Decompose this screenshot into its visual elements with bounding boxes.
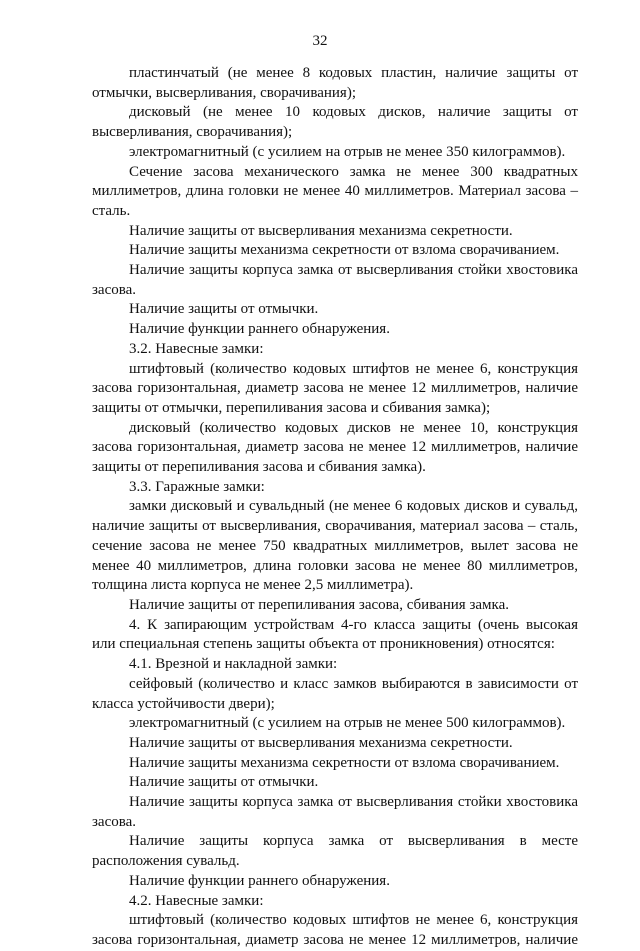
paragraph-7: Наличие защиты корпуса замка от высверливания стойки хвостовика засова. [92,262,578,298]
paragraph-16: 4. К запирающим устройствам 4-го класса защиты (очень высокая или специальная степень защиты объекта от проникновения) относятся: [92,616,578,653]
paragraph-20: Наличие защиты от высверливания механизма секретности. [129,734,513,751]
paragraph-11: штифтовый (количество кодовых штифтов не менее 6, конструкция засова горизонтальная, диаметр засова не менее 12 миллиметров, наличие защиты от отмычки, перепиливания засова и сбивания замка); [92,360,578,416]
paragraph-3: электромагнитный (с усилием на отрыв не менее 350 килограммов). [129,143,566,160]
paragraph-9: Наличие функции раннего обнаружения. [129,321,390,338]
page-number: 32 [312,33,328,49]
section-heading-3-2: 3.2. Навесные замки: [129,340,264,357]
paragraph-14: замки дисковый и сувальдный (не менее 6 кодовых дисков и сувальд, наличие защиты от высверливания, сворачивания, материал засова – сталь, сечение засова не менее 750 квадратных миллиметров, вылет засова не менее 40 миллиметров, длина головки засова не менее 80 миллиметров, толщина листа корпуса не менее 2,5 миллиметра). [92,498,578,594]
paragraph-15: Наличие защиты от перепиливания засова, сбивания замка. [129,596,509,613]
paragraph-23: Наличие защиты корпуса замка от высверливания стойки хвостовика засова. [92,794,578,830]
paragraph-19: электромагнитный (с усилием на отрыв не менее 500 килограммов). [129,715,566,732]
paragraph-5: Наличие защиты от высверливания механизма секретности. [129,222,513,239]
paragraph-4: Сечение засова механического замка не менее 300 квадратных миллиметров, длина головки не менее 40 миллиметров. Материал засова – сталь. [92,163,578,219]
paragraph-18: сейфовый (количество и класс замков выбираются в зависимости от класса устойчивости двери); [92,675,578,712]
paragraph-21: Наличие защиты механизма секретности от взлома сворачиванием. [129,754,560,771]
paragraph-25: Наличие функции раннего обнаружения. [129,872,390,889]
section-heading-4-1: 4.1. Врезной и накладной замки: [129,656,338,673]
paragraph-22: Наличие защиты от отмычки. [129,774,319,791]
paragraph-12: дисковый (количество кодовых дисков не менее 10, конструкция засова горизонтальная, диаметр засова не менее 12 миллиметров, наличие защиты от перепиливания засова и сбивания замка). [92,419,578,476]
paragraph-24: Наличие защиты корпуса замка от высверливания в месте расположения сувальд. [92,833,578,870]
paragraph-27: штифтовый (количество кодовых штифтов не менее 6, конструкция засова горизонтальная, диаметр засова не менее 12 миллиметров, наличие [92,912,578,948]
section-heading-4-2: 4.2. Навесные замки: [129,892,264,909]
paragraph-2: дисковый (не менее 10 кодовых дисков, наличие защиты от высверливания, сворачивания); [92,104,578,141]
document-body [92,64,578,951]
paragraph-6: Наличие защиты механизма секретности от взлома сворачиванием. [129,242,560,259]
section-heading-3-3: 3.3. Гаражные замки: [129,478,265,495]
paragraph-1: пластинчатый (не менее 8 кодовых пластин, наличие защиты от отмычки, высверливания, сворачивания); [92,65,578,101]
paragraph-8: Наличие защиты от отмычки. [129,301,319,318]
